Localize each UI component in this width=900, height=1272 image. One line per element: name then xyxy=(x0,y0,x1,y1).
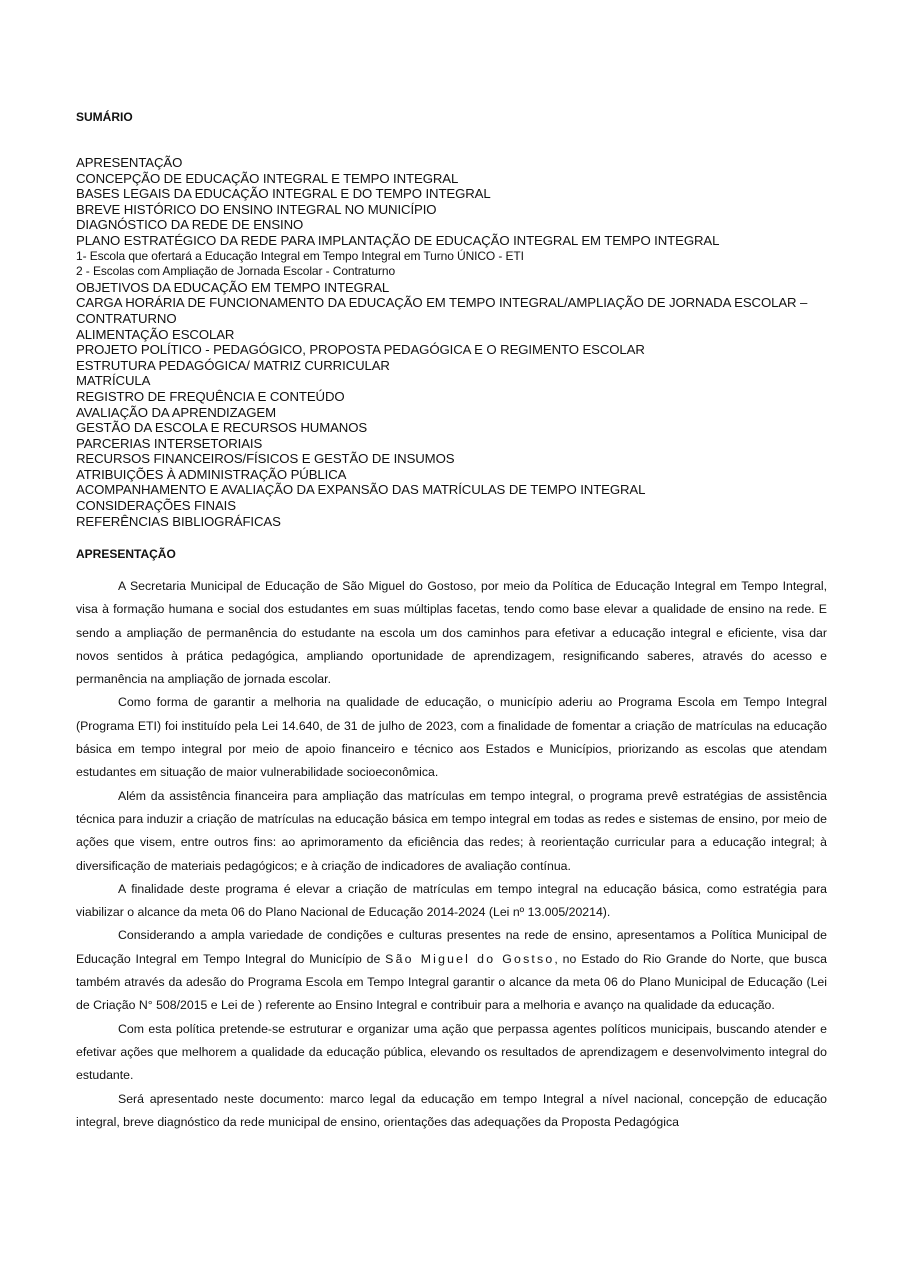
toc-item: ACOMPANHAMENTO E AVALIAÇÃO DA EXPANSÃO DAS MATRÍCULAS DE TEMPO INTEGRAL xyxy=(76,482,646,498)
toc-item: BREVE HISTÓRICO DO ENSINO INTEGRAL NO MUNICÍPIO xyxy=(76,201,437,217)
paragraph: A Secretaria Municipal de Educação de São Miguel do Gostoso, por meio da Política de Educação Integral em Tempo Integral, visa à formação humana e social dos estudantes em suas múltiplas facetas, tendo como base elevar a qualidade de ensino na rede. E sendo a ampliação de permanência do estudante na escola um dos caminhos para efetivar a educação integral e eficiente, visa dar novos sentidos à prática pedagógica, ampliando oportunidade de aprendizagem, resignificando saberes, através do acesso e permanência na ampliação de jornada escolar. xyxy=(76,579,827,687)
paragraph xyxy=(76,924,827,1017)
paragraph-part: Considerando a ampla variedade de condições e culturas presentes na rede de ensino, apresentamos a Política Municipal de Educação Integral em Tempo Integral do Município de xyxy=(76,928,827,966)
paragraph: Com esta política pretende-se estruturar e organizar uma ação que perpassa agentes políticos municipais, buscando atender e efetivar ações que melhorem a qualidade da educação pública, elevando os resultados de aprendizagem e desenvolvimento integral do estudante. xyxy=(76,1021,827,1083)
toc-item: REGISTRO DE FREQUÊNCIA E CONTEÚDO xyxy=(76,388,345,404)
toc-item: 1- Escola que ofertará a Educação Integral em Tempo Integral em Turno ÚNICO - ETI xyxy=(76,248,524,263)
toc-item: GESTÃO DA ESCOLA E RECURSOS HUMANOS xyxy=(76,420,368,436)
paragraph: Será apresentado neste documento: marco legal da educação em tempo Integral a nível nacional, concepção de educação integral, breve diagnóstico da rede municipal de ensino, orientações das adequações da Proposta Pedagógica xyxy=(76,1091,827,1129)
toc-item: CONSIDERAÇÕES FINAIS xyxy=(76,498,236,514)
toc-item: 2 - Escolas com Ampliação de Jornada Escolar - Contraturno xyxy=(76,264,396,279)
toc-item: MATRÍCULA xyxy=(76,373,151,389)
toc-item: AVALIAÇÃO DA APRENDIZAGEM xyxy=(76,404,277,420)
summary-title: SUMÁRIO xyxy=(76,110,133,124)
municipality-name: São Miguel do Gostso xyxy=(385,951,555,966)
toc-item: ESTRUTURA PEDAGÓGICA/ MATRIZ CURRICULAR xyxy=(76,357,390,373)
toc-item: REFERÊNCIAS BIBLIOGRÁFICAS xyxy=(76,513,281,529)
apresentacao-body xyxy=(76,575,827,1134)
toc-item: RECURSOS FINANCEIROS/FÍSICOS E GESTÃO DE INSUMOS xyxy=(76,451,455,467)
toc-item: ATRIBUIÇÕES À ADMINISTRAÇÃO PÚBLICA xyxy=(76,466,347,482)
table-of-contents xyxy=(76,155,828,529)
toc-item: CARGA HORÁRIA DE FUNCIONAMENTO DA EDUCAÇÃO EM TEMPO INTEGRAL/AMPLIAÇÃO DE JORNADA ESCOLAR – CONTRATURNO xyxy=(76,295,808,326)
paragraph: Além da assistência financeira para ampliação das matrículas em tempo integral, o programa prevê estratégias de assistência técnica para induzir a criação de matrículas na educação básica em tempo integral em todas as redes e sistemas de ensino, por meio de ações que visem, entre outros fins: ao aprimoramento da eficiência das redes; à reorientação curricular para a educação integral; à diversificação de materiais pedagógicos; e à criação de indicadores de avaliação contínua. xyxy=(76,788,827,873)
toc-item: DIAGNÓSTICO DA REDE DE ENSINO xyxy=(76,217,304,233)
toc-item: APRESENTAÇÃO xyxy=(76,155,183,170)
section-title-apresentacao: APRESENTAÇÃO xyxy=(76,547,176,561)
toc-item: PARCERIAS INTERSETORIAIS xyxy=(76,435,263,451)
toc-item: PLANO ESTRATÉGICO DA REDE PARA IMPLANTAÇÃO DE EDUCAÇÃO INTEGRAL EM TEMPO INTEGRAL xyxy=(76,232,720,248)
toc-item: OBJETIVOS DA EDUCAÇÃO EM TEMPO INTEGRAL xyxy=(76,279,390,295)
paragraph: Como forma de garantir a melhoria na qualidade de educação, o município aderiu ao Programa Escola em Tempo Integral (Programa ETI) foi instituído pela Lei 14.640, de 31 de julho de 2023, com a finalidade de fomentar a criação de matrículas na educação básica em tempo integral por meio de apoio financeiro e técnico aos Estados e Municípios, priorizando as escolas que atendam estudantes em situação de maior vulnerabilidade socioeconômica. xyxy=(76,695,827,780)
toc-item: PROJETO POLÍTICO - PEDAGÓGICO, PROPOSTA PEDAGÓGICA E O REGIMENTO ESCOLAR xyxy=(76,342,645,358)
paragraph: A finalidade deste programa é elevar a criação de matrículas em tempo integral na educação básica, como estratégia para viabilizar o alcance da meta 06 do Plano Nacional de Educação 2014-2024 (Lei nº 13.005/20214). xyxy=(76,881,827,920)
toc-item: BASES LEGAIS DA EDUCAÇÃO INTEGRAL E DO TEMPO INTEGRAL xyxy=(76,186,491,202)
toc-item: ALIMENTAÇÃO ESCOLAR xyxy=(76,326,235,342)
paragraph-part: , no Estado do Rio Grande do Norte, que busca também através da adesão do Programa Escola em Tempo Integral garantir o alcance da meta 06 do Plano Municipal de Educação (Lei de Criação N° 508/2015 e Lei de ) referente ao Ensino Integral e contribuir para a melhoria e avanço na qualidade da educação. xyxy=(76,951,827,1013)
toc-item: CONCEPÇÃO DE EDUCAÇÃO INTEGRAL E TEMPO INTEGRAL xyxy=(76,170,459,186)
